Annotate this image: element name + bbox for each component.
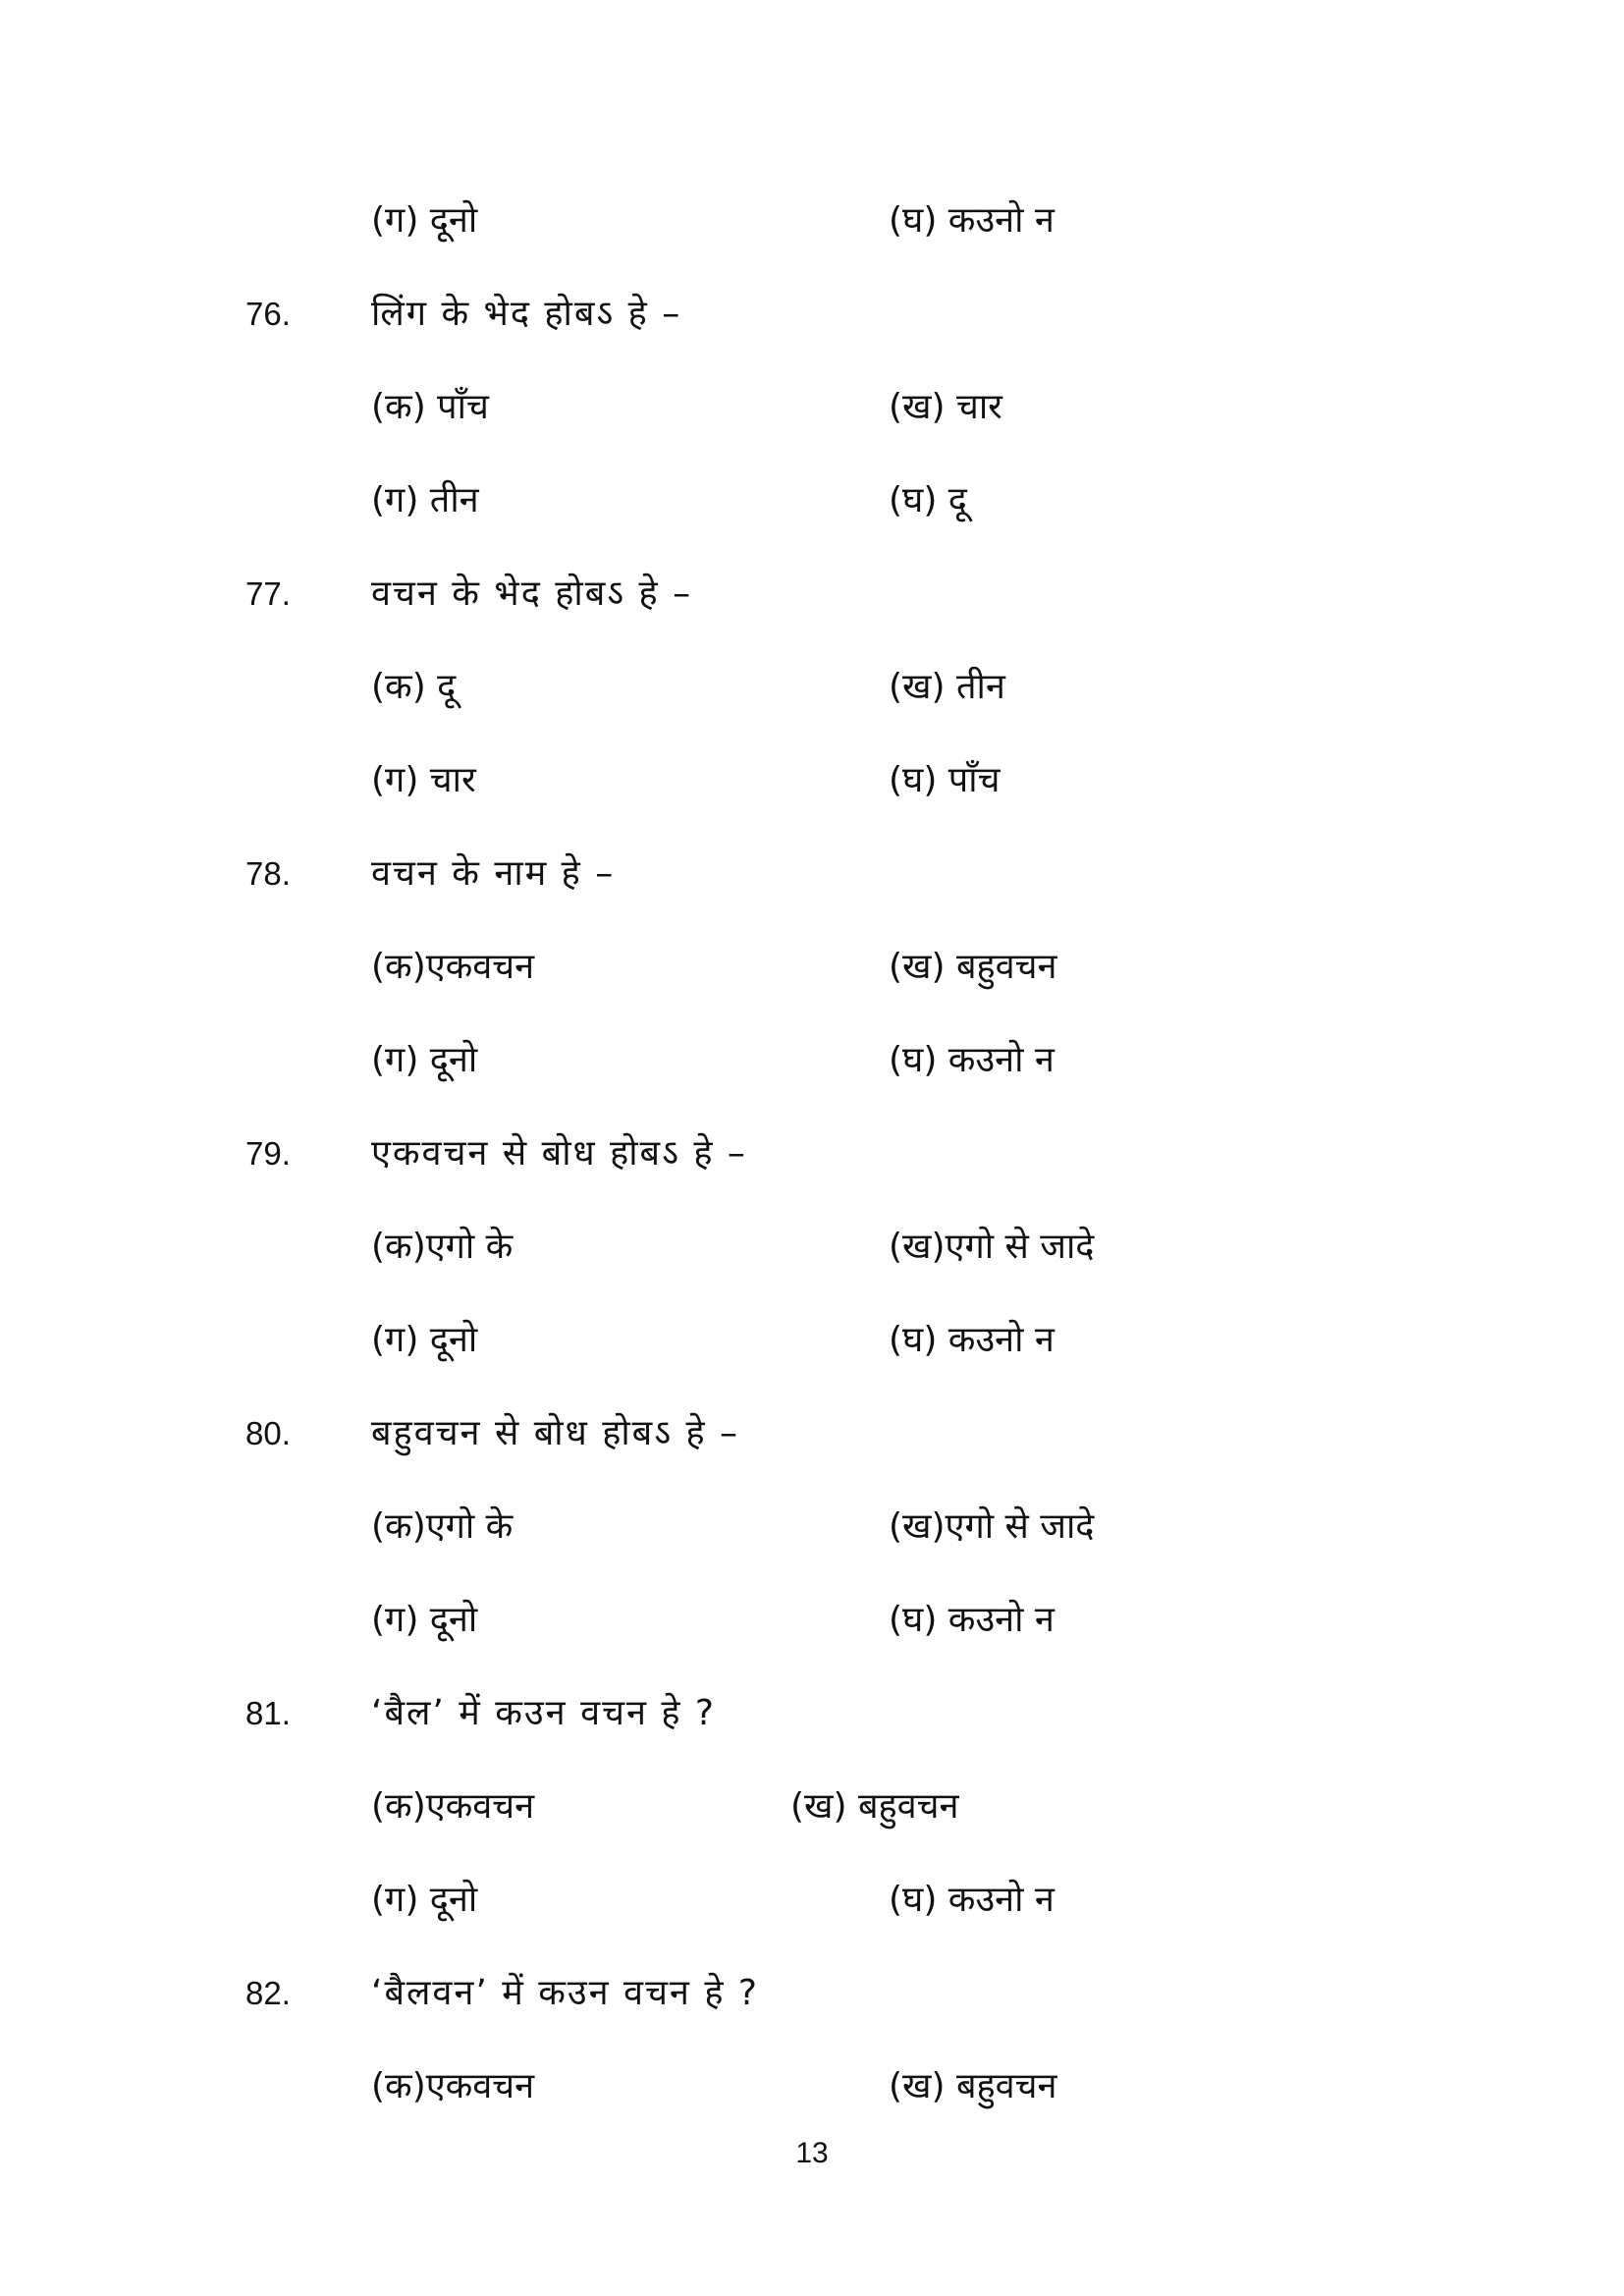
question-text: ‘बैलवन’ में कउन वचन हे ? bbox=[371, 1973, 760, 2013]
option-a: (क)एकवचन bbox=[371, 1786, 535, 1827]
option-d: (घ) कउनो न bbox=[889, 200, 1055, 241]
option-d: (घ) कउनो न bbox=[889, 1880, 1055, 1920]
option-a: (क)एगो के bbox=[371, 1227, 514, 1267]
option-d: (घ) कउनो न bbox=[889, 1600, 1055, 1640]
option-b: (ख) चार bbox=[889, 387, 1002, 427]
option-d: (घ) कउनो न bbox=[889, 1040, 1055, 1080]
option-c: (ग) चार bbox=[371, 760, 476, 800]
question-number: 77. bbox=[245, 575, 291, 612]
option-a: (क) पाँच bbox=[371, 387, 489, 427]
option-b: (ख) बहुवचन bbox=[889, 947, 1057, 987]
question-text: ‘बैल’ में कउन वचन हे ? bbox=[371, 1693, 717, 1733]
option-b: (ख)एगो से जादे bbox=[889, 1506, 1095, 1547]
question-number: 82. bbox=[245, 1975, 291, 2011]
question-number: 78. bbox=[245, 855, 291, 892]
question-text: वचन के नाम हे – bbox=[371, 853, 616, 894]
question-text: वचन के भेद होबऽ हे – bbox=[371, 574, 693, 614]
option-c: (ग) दूनो bbox=[371, 1880, 478, 1920]
page-number: 13 bbox=[795, 2137, 829, 2169]
question-number: 80. bbox=[245, 1415, 291, 1451]
option-a: (क)एकवचन bbox=[371, 947, 535, 987]
option-a: (क)एकवचन bbox=[371, 2066, 535, 2106]
question-number: 79. bbox=[245, 1135, 291, 1172]
option-d: (घ) दू bbox=[889, 480, 967, 520]
option-c: (ग) दूनो bbox=[371, 1320, 478, 1360]
question-number: 81. bbox=[245, 1695, 291, 1731]
option-d: (घ) पाँच bbox=[889, 760, 1001, 800]
option-b: (ख) बहुवचन bbox=[790, 1786, 959, 1827]
option-b: (ख)एगो से जादे bbox=[889, 1227, 1095, 1267]
option-c: (ग) दूनो bbox=[371, 200, 478, 241]
option-b: (ख) तीन bbox=[889, 667, 1005, 707]
option-d: (घ) कउनो न bbox=[889, 1320, 1055, 1360]
question-text: लिंग के भेद होबऽ हे – bbox=[371, 294, 682, 334]
question-number: 76. bbox=[245, 296, 291, 332]
option-a: (क)एगो के bbox=[371, 1506, 514, 1547]
question-text: एकवचन से बोध होबऽ हे – bbox=[371, 1133, 747, 1174]
option-c: (ग) तीन bbox=[371, 480, 479, 520]
option-c: (ग) दूनो bbox=[371, 1040, 478, 1080]
option-c: (ग) दूनो bbox=[371, 1600, 478, 1640]
question-text: बहुवचन से बोध होबऽ हे – bbox=[371, 1413, 740, 1453]
option-b: (ख) बहुवचन bbox=[889, 2066, 1057, 2106]
option-a: (क) दू bbox=[371, 667, 457, 707]
